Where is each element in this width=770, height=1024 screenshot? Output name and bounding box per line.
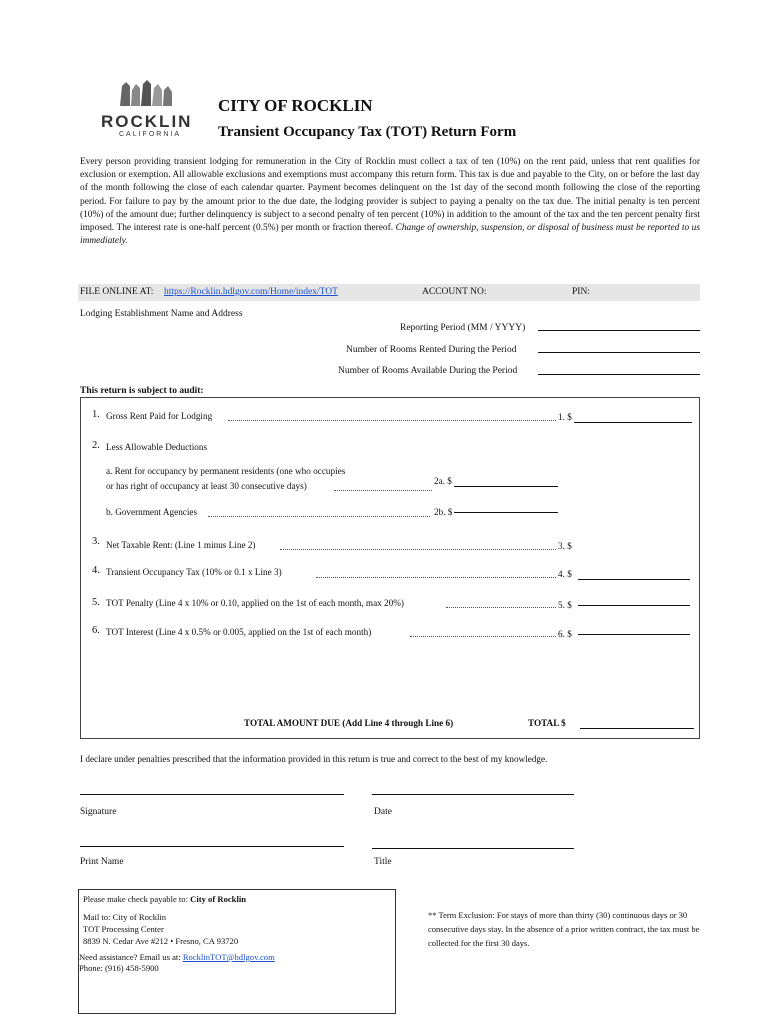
mountain-logo-icon: [100, 78, 196, 110]
intro-paragraph: [80, 156, 700, 248]
line2b-leader: [208, 516, 430, 517]
mail-line-2: TOT Processing Center: [83, 924, 164, 934]
logo-subtitle: CALIFORNIA: [119, 131, 182, 138]
line5-ref: 5. $: [558, 600, 572, 610]
line3-leader: [280, 549, 556, 550]
line2a-label-1: a. Rent for occupancy by permanent residents (one who occupies: [106, 466, 346, 476]
term-exclusion-note: ** Term Exclusion: For stays of more than thirty (30) continuous days or 30 consecutive days stay. In the absence of a prior written contract, the tax must be collected for the first 30 days.: [428, 910, 700, 948]
line5-number: 5.: [92, 597, 100, 608]
intro-text: Every person providing transient lodging for remuneration in the City of Rocklin must collect a tax of ten (10%) on the rent paid, unless that rent qualifies for exclusion or exemption. All allowable exclusions and exemptions must accompany this return form. This tax is due and payable to the City, on or before the last day of the month following the close of each calendar quarter. Payment becomes delinquent on the 1st day of the second month following the close of the reporting period. For failure to pay by the amount prior to the due date, the lodging provider is subject to paying a penalty on the tax due. The initial penalty is ten percent (10%) of the amount due; further delinquency is subject to a second penalty of ten percent (10%) in addition to the amount of the tax and the ten percent penalty first imposed. The interest rate is one-half percent (0.5%) per month or fraction thereof.: [80, 157, 700, 234]
line5-leader: [446, 607, 556, 608]
rooms-rented-input[interactable]: [538, 352, 700, 353]
audit-label: This return is subject to audit:: [80, 386, 204, 396]
form-title: Transient Occupancy Tax (TOT) Return Form: [218, 124, 517, 140]
line6-input[interactable]: [578, 634, 690, 635]
title-input[interactable]: [372, 848, 574, 849]
mail-line-3: 8839 N. Cedar Ave #212 • Fresno, CA 93720: [83, 936, 239, 946]
line3-number: 3.: [92, 536, 100, 547]
line3-label: Net Taxable Rent: (Line 1 minus Line 2): [106, 540, 256, 550]
logo-word: ROCKLIN: [101, 112, 193, 131]
total-label: TOTAL AMOUNT DUE (Add Line 4 through Line 6): [244, 718, 454, 728]
file-online-label: FILE ONLINE AT:: [80, 287, 154, 297]
total-input[interactable]: [580, 728, 694, 729]
line4-leader: [316, 577, 556, 578]
payable-name: City of Rocklin: [190, 894, 247, 904]
establishment-label: Lodging Establishment Name and Address: [80, 309, 243, 319]
reporting-period-label: Reporting Period (MM / YYYY): [400, 323, 526, 333]
rooms-rented-label: Number of Rooms Rented During the Period: [346, 345, 517, 355]
line2b-ref: 2b. $: [434, 507, 453, 517]
line2a-input[interactable]: [454, 486, 558, 487]
line2a-leader: [334, 490, 432, 491]
date-label: Date: [374, 807, 392, 817]
mail-info-box: [78, 889, 396, 1014]
line6-ref: 6. $: [558, 629, 572, 639]
mail-line-1: Mail to: City of Rocklin: [83, 912, 167, 922]
intro-italic: Change of ownership, suspension, or disposal of business must be reported to us immediately.: [80, 223, 701, 247]
line1-input[interactable]: [574, 422, 692, 423]
rooms-available-label: Number of Rooms Available During the Period: [338, 366, 518, 376]
line2a-ref: 2a. $: [434, 476, 452, 486]
city-title: CITY OF ROCKLIN: [218, 96, 373, 115]
total-ref: TOTAL $: [528, 718, 566, 728]
line4-ref: 4. $: [558, 569, 572, 579]
line3-ref: 3. $: [558, 541, 572, 551]
account-no-label: ACCOUNT NO:: [422, 287, 487, 297]
assist-prefix: Need assistance? Email us at:: [79, 952, 181, 962]
line2-label: Less Allowable Deductions: [106, 442, 208, 452]
phone-line: Phone: (916) 458-5900: [79, 963, 159, 973]
print-name-label: Print Name: [80, 857, 124, 867]
line2b-label: b. Government Agencies: [106, 507, 198, 517]
line4-input[interactable]: [578, 579, 690, 580]
line2a-label-2: or has right of occupancy at least 30 consecutive days): [106, 481, 307, 491]
signature-label: Signature: [80, 807, 117, 817]
pin-label: PIN:: [572, 287, 590, 297]
date-input[interactable]: [372, 794, 574, 795]
file-online-link[interactable]: https://Rocklin.hdlgov.com/Home/index/TOT: [164, 287, 338, 297]
line6-number: 6.: [92, 625, 100, 636]
payable-prefix: Please make check payable to:: [83, 894, 188, 904]
line1-leader: [228, 420, 556, 421]
print-name-input[interactable]: [80, 846, 344, 847]
reporting-period-input[interactable]: [538, 330, 700, 331]
signature-input[interactable]: [80, 794, 344, 795]
rooms-available-input[interactable]: [538, 374, 700, 375]
line1-number: 1.: [92, 409, 100, 420]
payable-line: [83, 894, 246, 906]
line2-number: 2.: [92, 440, 100, 451]
file-online-bar: [78, 284, 700, 301]
line4-label: Transient Occupancy Tax (10% or 0.1 x Line 3): [106, 567, 282, 577]
assist-line: [79, 952, 275, 964]
title-label: Title: [374, 857, 392, 867]
line5-input[interactable]: [578, 605, 690, 606]
line4-number: 4.: [92, 565, 100, 576]
line1-label: Gross Rent Paid for Lodging: [106, 411, 213, 421]
declaration-text: I declare under penalties prescribed that the information provided in this return is true and correct to the best of my knowledge.: [80, 754, 548, 764]
line2b-input[interactable]: [454, 512, 558, 513]
line6-label: TOT Interest (Line 4 x 0.5% or 0.005, applied on the 1st of each month): [106, 627, 372, 637]
line1-ref: 1. $: [558, 412, 572, 422]
line5-label: TOT Penalty (Line 4 x 10% or 0.10, applied on the 1st of each month, max 20%): [106, 598, 404, 608]
assist-email-link[interactable]: RocklinTOT@hdlgov.com: [182, 952, 275, 962]
line6-leader: [410, 636, 556, 637]
